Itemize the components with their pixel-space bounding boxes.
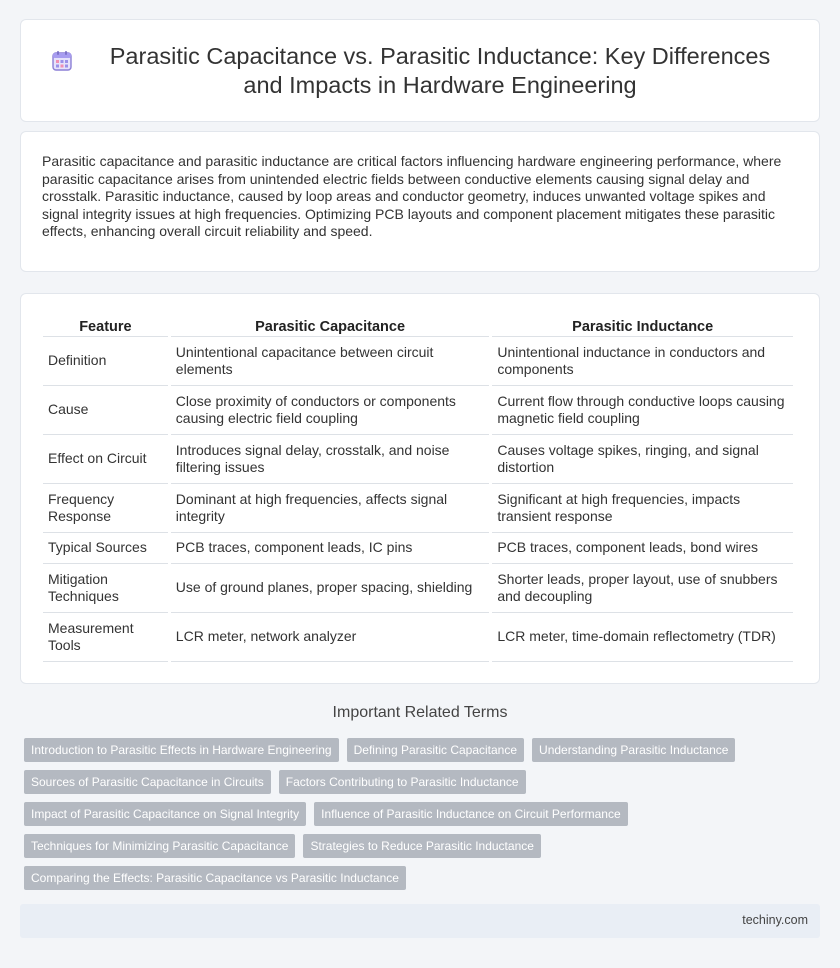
inductance-cell: Unintentional inductance in conductors and components <box>492 337 793 386</box>
intro-paragraph: Parasitic capacitance and parasitic inductance are critical factors influencing hardware engineering performance, where parasitic capacitance arises from unintended electric fields between conductive elements causing signal delay and crosstalk. Parasitic inductance, caused by loop areas and conductor geometry, induces unwanted voltage spikes and signal integrity issues at high frequencies. Optimizing PCB layouts and component placement mitigates these parasitic effects, enhancing overall circuit reliability and speed. <box>42 153 782 240</box>
related-term-tag[interactable]: Strategies to Reduce Parasitic Inductance <box>303 834 540 858</box>
inductance-cell: Current flow through conductive loops causing magnetic field coupling <box>492 386 793 435</box>
table-row <box>43 386 793 435</box>
feature-cell: Typical Sources <box>43 533 168 564</box>
inductance-cell: PCB traces, component leads, bond wires <box>492 533 793 564</box>
header-feature: Feature <box>43 313 168 337</box>
feature-cell: Frequency Response <box>43 484 168 533</box>
table-row <box>43 533 793 564</box>
capacitance-cell: Use of ground planes, proper spacing, shielding <box>171 564 490 613</box>
comparison-card <box>20 293 820 684</box>
capacitance-cell: Introduces signal delay, crosstalk, and noise filtering issues <box>171 435 490 484</box>
related-term-tag[interactable]: Defining Parasitic Capacitance <box>347 738 524 762</box>
inductance-cell: Shorter leads, proper layout, use of snubbers and decoupling <box>492 564 793 613</box>
related-term-tag[interactable]: Introduction to Parasitic Effects in Hardware Engineering <box>24 738 339 762</box>
table-header-row <box>43 313 793 337</box>
footer-bar <box>20 904 820 938</box>
table-row <box>43 337 793 386</box>
inductance-cell: Significant at high frequencies, impacts transient response <box>492 484 793 533</box>
inductance-cell: LCR meter, time-domain reflectometry (TDR) <box>492 613 793 662</box>
related-term-tag[interactable]: Comparing the Effects: Parasitic Capacitance vs Parasitic Inductance <box>24 866 406 890</box>
table-row <box>43 484 793 533</box>
header-inductance: Parasitic Inductance <box>492 313 793 337</box>
related-term-tag[interactable]: Influence of Parasitic Inductance on Circuit Performance <box>314 802 627 826</box>
table-row <box>43 564 793 613</box>
related-term-tag[interactable]: Techniques for Minimizing Parasitic Capacitance <box>24 834 295 858</box>
intro-card <box>20 131 820 272</box>
feature-cell: Cause <box>43 386 168 435</box>
title-card <box>20 19 820 122</box>
related-terms-heading: Important Related Terms <box>332 704 508 721</box>
capacitance-cell: Unintentional capacitance between circuit elements <box>171 337 490 386</box>
page-title: Parasitic Capacitance vs. Parasitic Inductance: Key Differences and Impacts in Hardware Engineering <box>109 42 771 98</box>
footer-site-link[interactable]: techiny.com <box>742 913 808 927</box>
header-capacitance: Parasitic Capacitance <box>171 313 490 337</box>
feature-cell: Measurement Tools <box>43 613 168 662</box>
capacitance-cell: Close proximity of conductors or components causing electric field coupling <box>171 386 490 435</box>
feature-cell: Definition <box>43 337 168 386</box>
capacitance-cell: PCB traces, component leads, IC pins <box>171 533 490 564</box>
capacitance-cell: Dominant at high frequencies, affects signal integrity <box>171 484 490 533</box>
related-term-tag[interactable]: Factors Contributing to Parasitic Inductance <box>279 770 526 794</box>
related-term-tag[interactable]: Sources of Parasitic Capacitance in Circuits <box>24 770 271 794</box>
comparison-table <box>40 313 796 662</box>
capacitance-cell: LCR meter, network analyzer <box>171 613 490 662</box>
feature-cell: Effect on Circuit <box>43 435 168 484</box>
related-term-tag[interactable]: Understanding Parasitic Inductance <box>532 738 735 762</box>
inductance-cell: Causes voltage spikes, ringing, and signal distortion <box>492 435 793 484</box>
related-terms-list <box>24 738 784 898</box>
related-term-tag[interactable]: Impact of Parasitic Capacitance on Signal Integrity <box>24 802 306 826</box>
calendar-grid-icon <box>51 50 73 72</box>
table-row <box>43 435 793 484</box>
table-row <box>43 613 793 662</box>
feature-cell: Mitigation Techniques <box>43 564 168 613</box>
